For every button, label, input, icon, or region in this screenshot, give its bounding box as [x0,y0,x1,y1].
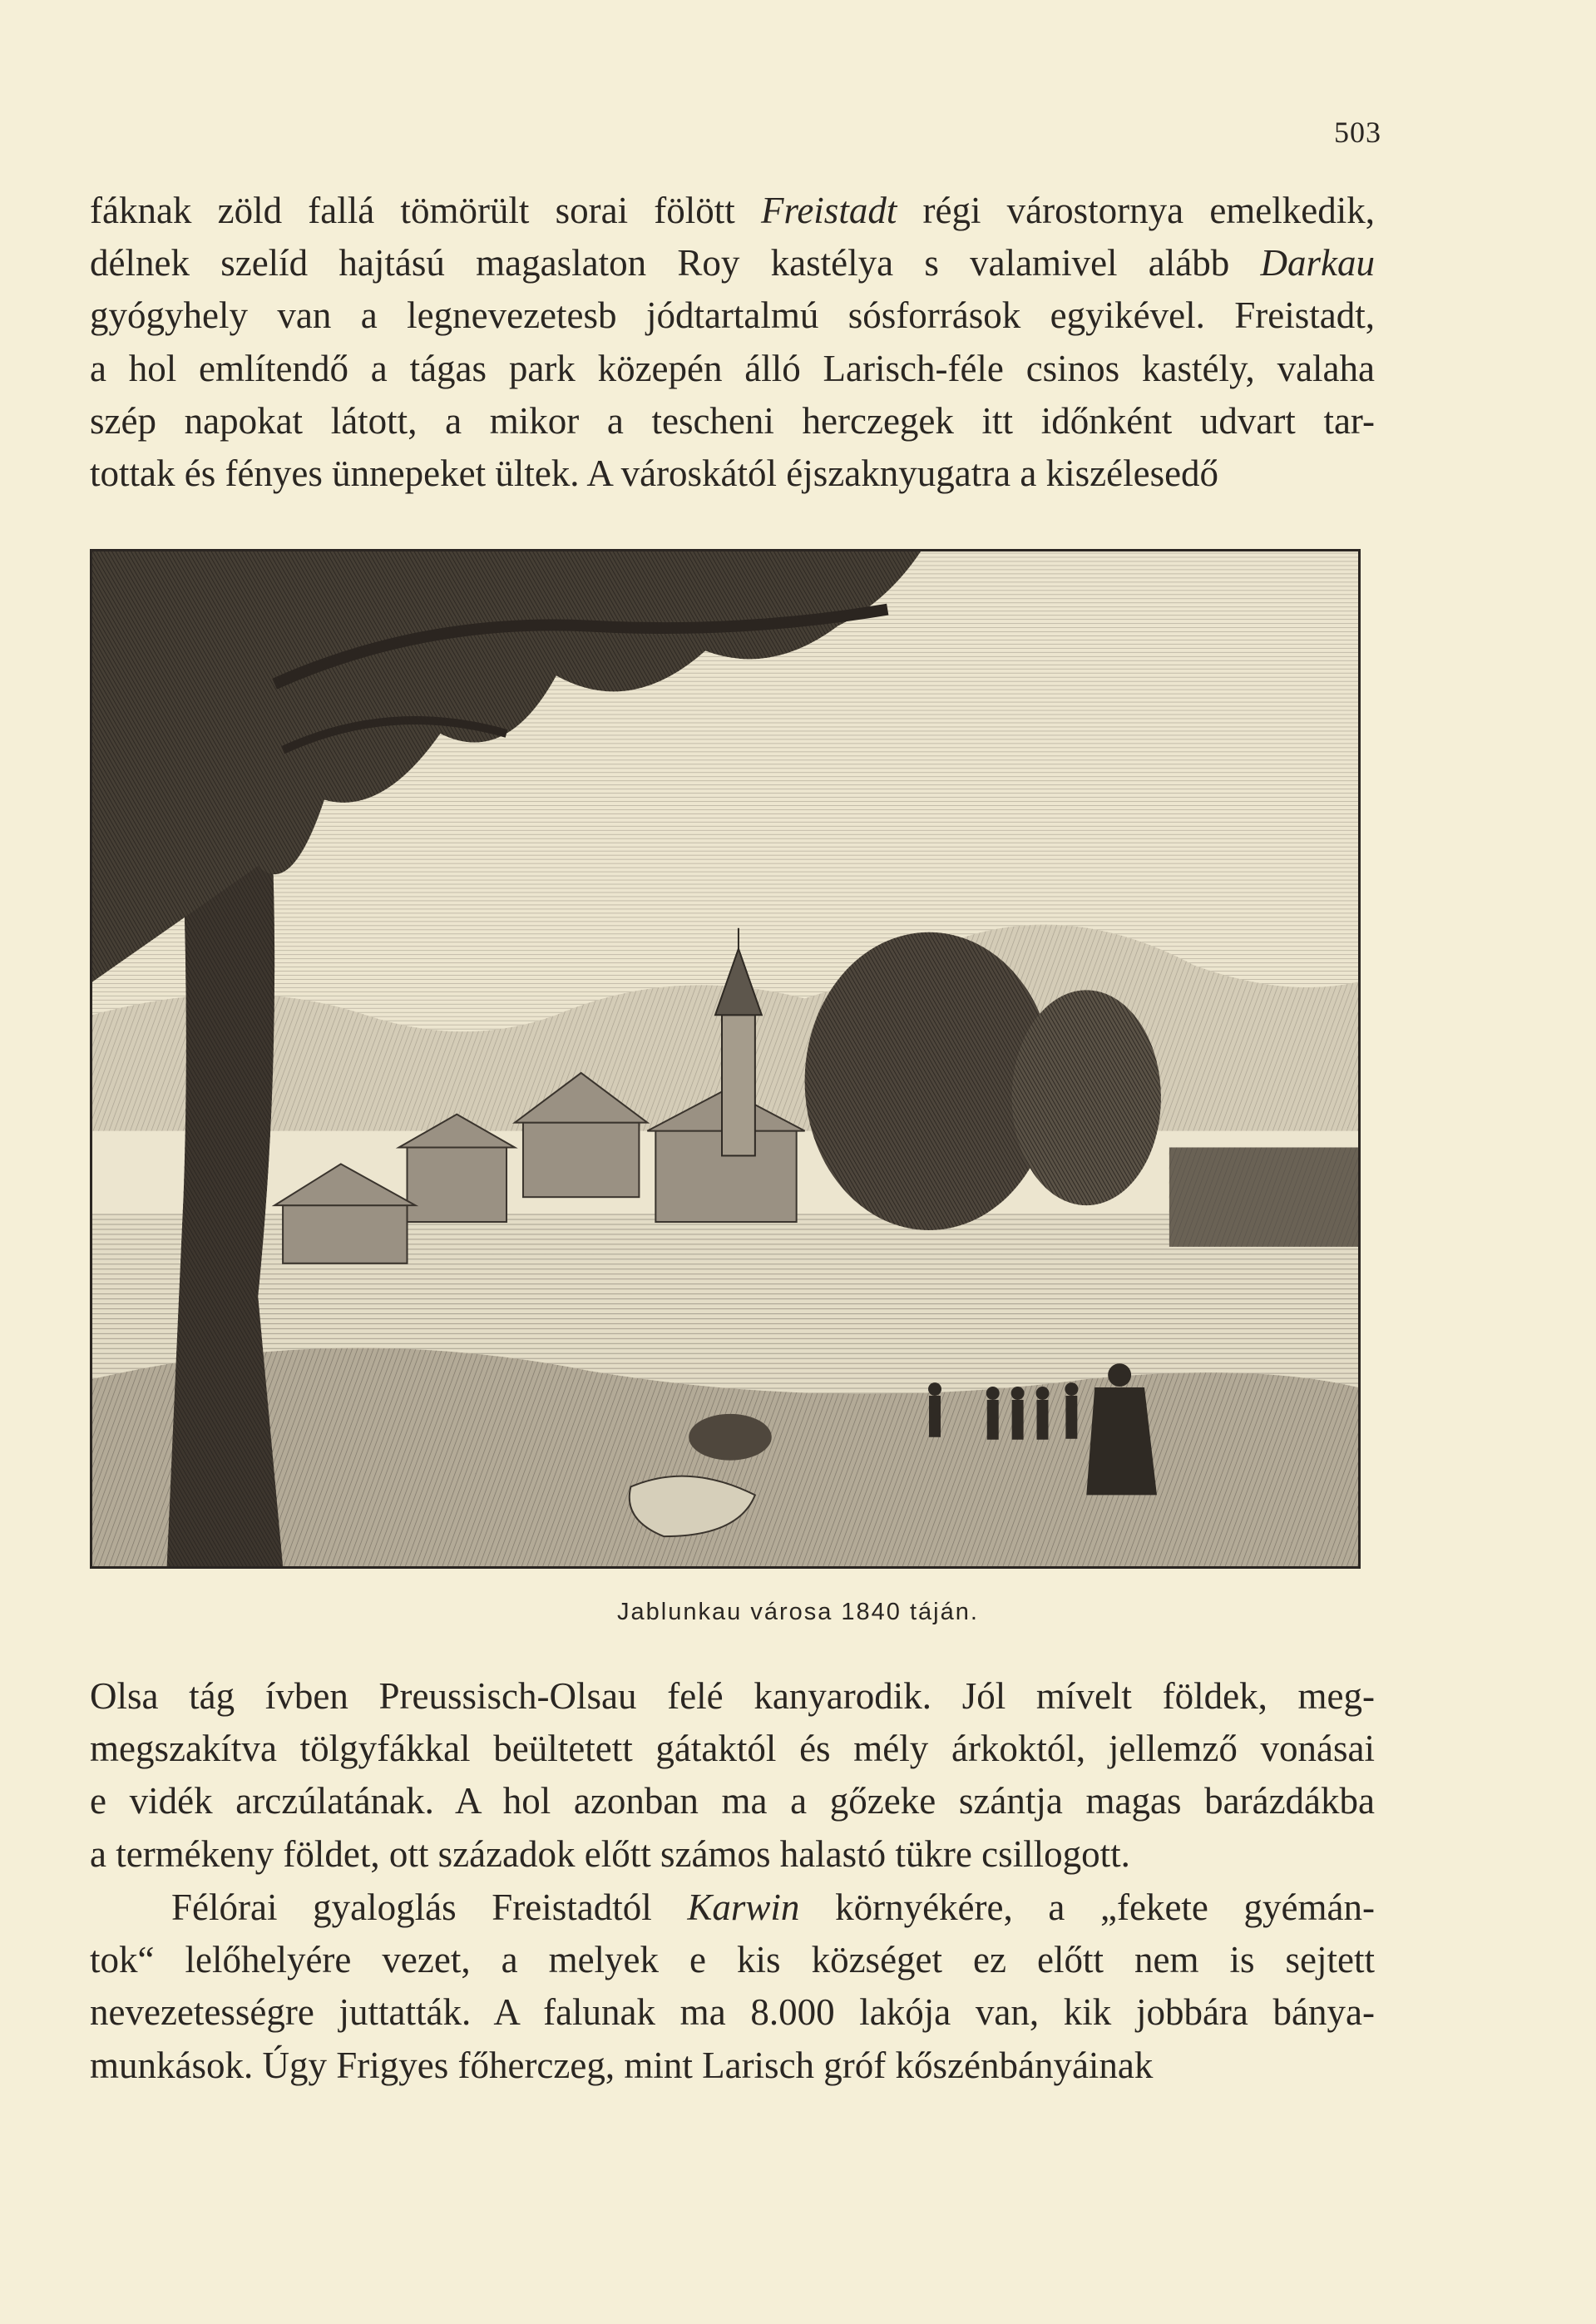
text-line: megszakítva tölgyfákkal beültetett gátaktól és mély árkoktól, jellemző vonásai [90,1728,1375,1770]
top-paragraph [90,185,1375,500]
bottom-paragraph-2 [90,1881,1375,2092]
text-line: fáknak zöld fallá tömörült sorai fölött Freistadt régi várostornya emelkedik, [90,190,1375,231]
engraving-image [92,551,1358,1566]
text-line: délnek szelíd hajtású magaslaton Roy kastélya s valamivel alább Darkau [90,242,1375,284]
text-line: tottak és fényes ünnepeket ültek. A városkától éjszaknyugatra a kiszélesedő [90,452,1219,495]
text-line: Olsa tág ívben Preussisch-Olsau felé kanyarodik. Jól mívelt földek, meg- [90,1675,1375,1717]
text-line: tok“ lelőhelyére vezet, a melyek e kis községet ez előtt nem is sejtett [90,1939,1375,1981]
page-number: 503 [1334,116,1381,149]
text-line: a termékeny földet, ott századok előtt számos halastó tükre csillogott. [90,1832,1130,1875]
text-line: Félórai gyaloglás Freistadtól Karwin környékére, a „fekete gyémán- [171,1886,1375,1928]
bottom-paragraph-1 [90,1670,1375,1881]
text-line: gyógyhely van a legnevezetesb jódtartalmú sósforrások egyikével. Freistadt, [90,294,1375,337]
italic-place-name: Darkau [1260,242,1375,284]
text-line: a hol említendő a tágas park közepén álló Larisch-féle csinos kastély, valaha [90,347,1375,389]
text-line: munkások. Úgy Frigyes főherczeg, mint Larisch gróf kőszénbányáinak [90,2044,1154,2086]
italic-place-name: Karwin [687,1886,800,1928]
figure-caption: Jablunkau városa 1840 táján. [617,1599,979,1625]
text-line: e vidék arczúlatának. A hol azonban ma a gőzeke szántja magas barázdákba [90,1780,1375,1822]
text-line: nevezetességre juttatták. A falunak ma 8.000 lakója van, kik jobbára bánya- [90,1991,1375,2034]
engraving-illustration [90,549,1361,1569]
text-line: szép napokat látott, a mikor a tescheni herczegek itt időnként udvart tar- [90,399,1375,442]
italic-place-name: Freistadt [761,190,897,231]
